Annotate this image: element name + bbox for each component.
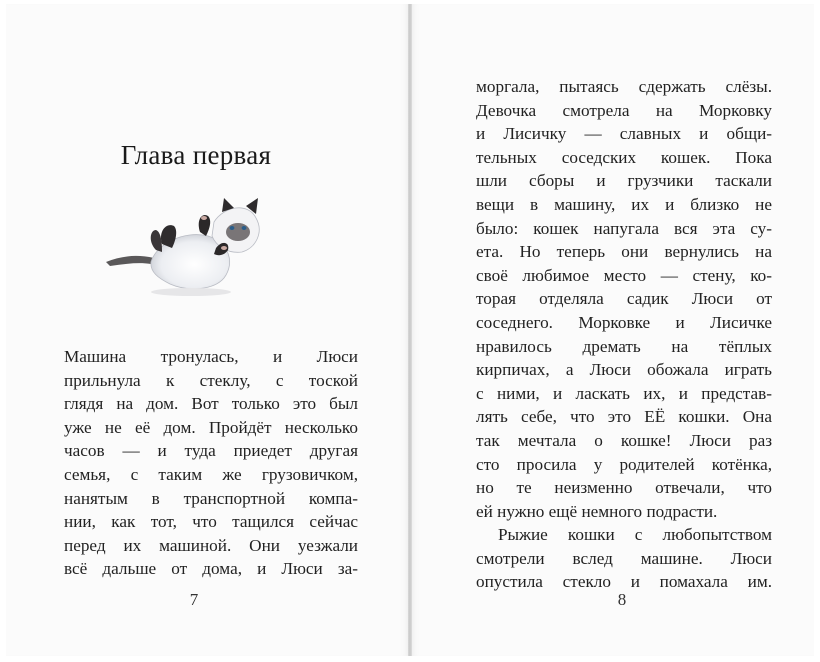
text-line: ета. Но теперь они вернулись на <box>476 242 772 262</box>
kitten-illustration <box>96 192 276 302</box>
text-line: прильнула к стеклу, с тоской <box>64 370 358 390</box>
text-line: нанятым в транспортной компа- <box>64 488 358 508</box>
text-line: ей нужно ещё немного подрасти. <box>476 501 718 521</box>
page-number-right: 8 <box>617 590 627 609</box>
text-line: перед их машиной. Они уезжали <box>64 535 358 555</box>
text-line: нии, как тот, что тащился сейчас <box>64 512 358 532</box>
text-line: смотрели вслед машине. Люси <box>476 548 772 568</box>
right-page-text <box>476 75 772 594</box>
text-line: так мечтала о кошке! Люси раз <box>476 430 772 450</box>
chapter-title: Глава первая <box>120 140 272 170</box>
text-line: Машина тронулась, и Люси <box>64 347 358 366</box>
text-line: с ними, и ласкать их, и представ- <box>476 383 772 403</box>
text-line: уже не её дом. Пройдёт несколько <box>64 417 358 437</box>
text-line: сто просила у родителей котёнка, <box>476 454 772 474</box>
text-line: торая отделяла садик Люси от <box>476 289 772 309</box>
text-line: моргала, пытаясь сдержать слёзы. <box>476 77 772 96</box>
text-line: лять себе, что это ЕЁ кошки. Она <box>476 407 772 427</box>
text-line: глядя на дом. Вот только это был <box>64 394 358 414</box>
text-line: семья, с таким же грузовичком, <box>64 464 358 484</box>
text-line: шли сборы и грузчики таскали <box>476 171 772 191</box>
text-line: нравилось дремать на тёплых <box>476 336 772 356</box>
left-page-text <box>64 345 358 581</box>
text-line: соседнего. Морковке и Лисичке <box>476 312 772 332</box>
text-line: кирпичах, а Люси обожала играть <box>476 360 772 380</box>
text-line: вещи в машину, их и близко не <box>476 194 772 214</box>
text-line: часов — и туда приедет другая <box>64 441 358 461</box>
text-line: всё дальше от дома, и Люси за- <box>64 559 358 579</box>
text-line: опустила стекло и помахала им. <box>476 572 772 592</box>
page-number-left: 7 <box>189 590 199 609</box>
text-line: было: кошек напугала вся эта су- <box>476 218 772 238</box>
text-line: Девочка смотрела на Морковку <box>476 100 772 120</box>
text-line: но те неизменно отвечали, что <box>476 478 772 498</box>
text-line: Рыжие кошки с любопытством <box>498 525 772 545</box>
text-line: своё любимое место — стену, ко- <box>476 265 772 285</box>
text-line: и Лисичку — славных и общи- <box>476 124 772 144</box>
text-line: тельных соседских кошек. Пока <box>476 147 772 167</box>
